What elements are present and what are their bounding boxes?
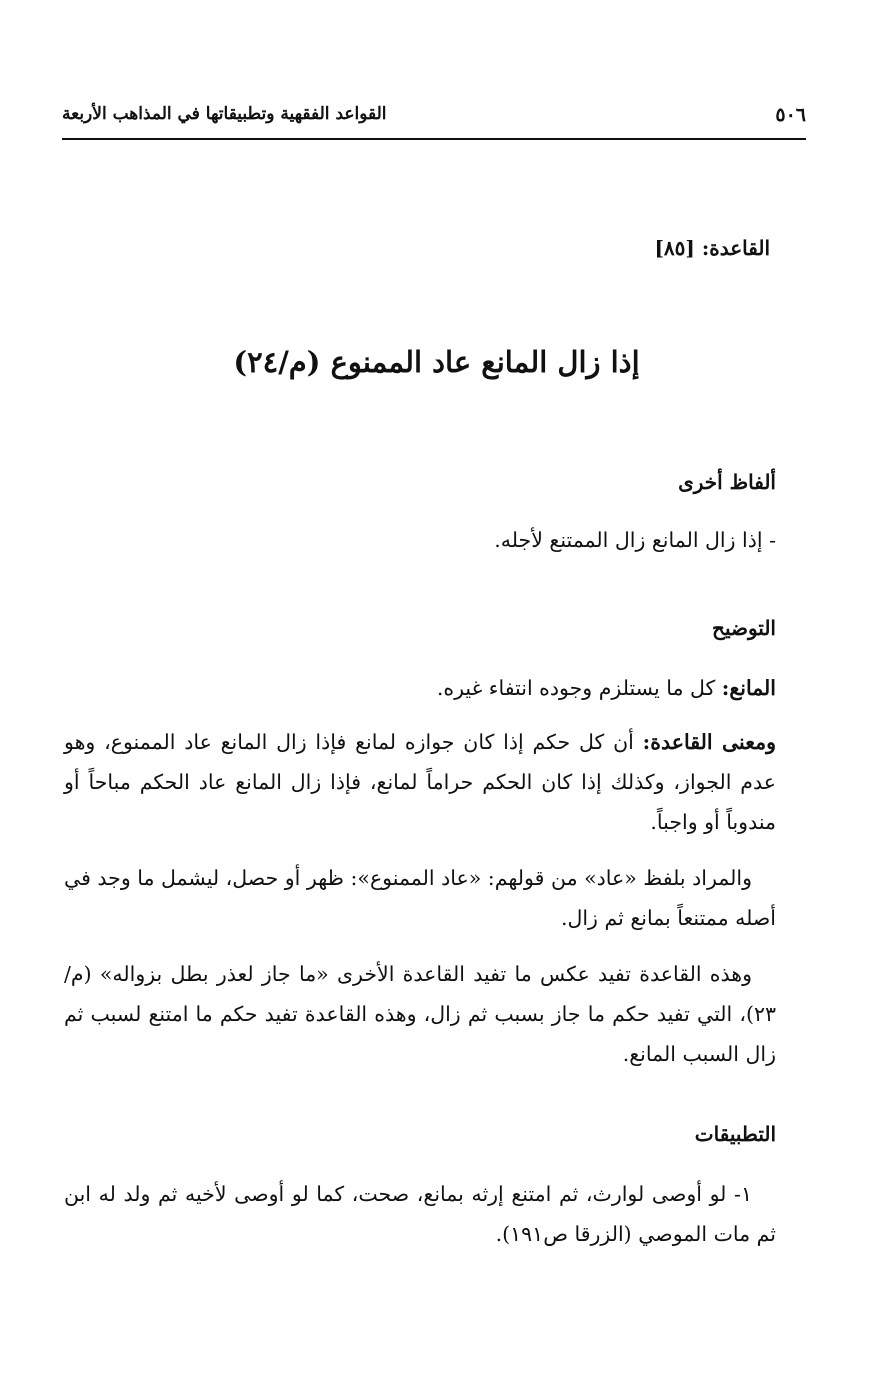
page-number: ٥٠٦ (775, 104, 806, 126)
meaning-lead: ومعنى القاعدة: (642, 730, 776, 754)
page-body (64, 462, 776, 1254)
rule-label-text: القاعدة: (701, 236, 770, 260)
contrast-paragraph: وهذه القاعدة تفيد عكس ما تفيد القاعدة الأخرى «ما جاز لعذر بطل بزواله» (م/٢٣)، التي تفيد حكم ما جاز بسبب ثم زال، وهذه القاعدة تفيد حكم ما امتنع لسبب ثم زال السبب المانع. (64, 962, 776, 1066)
running-header (62, 104, 806, 134)
definition-term: المانع: (721, 676, 776, 700)
header-divider (62, 138, 806, 140)
section-heading-applications: التطبيقات (694, 1122, 776, 1146)
definition-text: كل ما يستلزم وجوده انتفاء غيره. (436, 676, 716, 700)
section-heading-alternative-phrasings: ألفاظ أخرى (678, 470, 776, 494)
meaning-paragraph (64, 722, 776, 842)
intended-meaning-paragraph: والمراد بلفظ «عاد» من قولهم: «عاد الممنوع»: ظهر أو حصل، ليشمل ما وجد في أصله ممتنعاً بمانع ثم زال. (64, 866, 776, 930)
meaning-text: أن كل حكم إذا كان جوازه لمانع فإذا زال المانع عاد الممنوع، وهو عدم الجواز، وكذلك إذا كان الحكم حراماً لمانع، فإذا زال المانع عاد الحكم مباحاً أو مندوباً أو واجباً. (64, 730, 776, 834)
rule-number: [٨٥] (654, 236, 695, 260)
section-heading-explanation: التوضيح (712, 616, 776, 640)
book-title: القواعد الفقهية وتطبيقاتها في المذاهب الأربعة (62, 104, 387, 124)
application-item: ١- لو أوصى لوارث، ثم امتنع إرثه بمانع، صحت، كما لو أوصى لأخيه ثم ولد له ابن ثم مات الموصي (الزرقا ص١٩١). (64, 1182, 776, 1246)
rule-title: إذا زال المانع عاد الممنوع (م/٢٤) (233, 345, 640, 379)
alternative-phrasing-item: - إذا زال المانع زال الممتنع لأجله. (494, 528, 776, 552)
rule-label (654, 236, 770, 260)
definition-paragraph (64, 668, 776, 708)
